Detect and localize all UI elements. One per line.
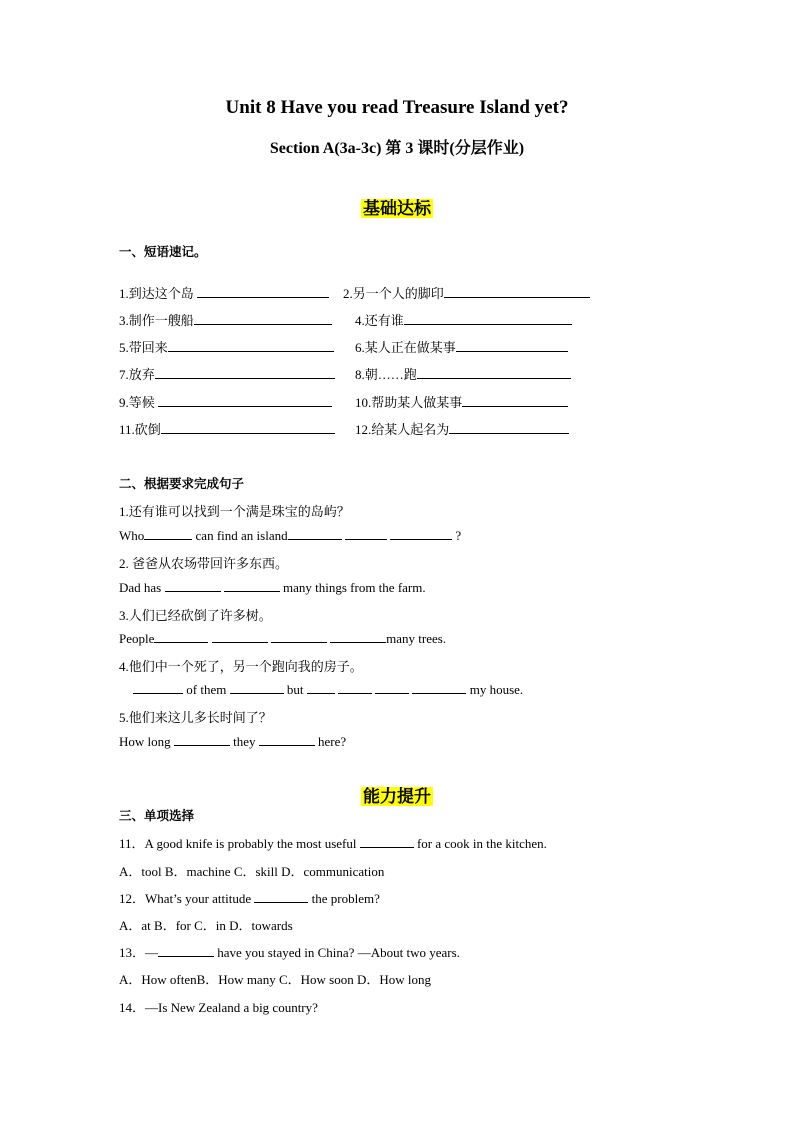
phrase-item: 3.制作一艘船 [119, 310, 332, 329]
mc-question: 11．A good knife is probably the most useful for a cook in the kitchen. [119, 836, 547, 851]
phrase-item: 11.砍倒 [119, 419, 335, 438]
level-advanced-label: 能力提升 [363, 787, 431, 806]
level-basic [0, 194, 794, 219]
phrase-item: 5.带回来 [119, 337, 334, 356]
answer-line: How long they here? [119, 734, 347, 749]
question-prompt: 4.他们中一个死了，另一个跑向我的房子。 [119, 659, 363, 674]
phrase-item: 4.还有谁 [355, 310, 572, 329]
answer-line: Dad has many things from the farm. [119, 580, 426, 595]
phrase-item: 2.另一个人的脚印 [343, 283, 590, 302]
question-prompt: 1.还有谁可以找到一个满是珠宝的岛屿？ [119, 504, 350, 519]
answer-line: Who can find an island ? [119, 528, 462, 543]
phrase-item: 9.等候 [119, 392, 332, 411]
phrase-item: 6.某人正在做某事 [355, 337, 568, 356]
level-basic-label: 基础达标 [363, 199, 431, 218]
page-subtitle: Section A(3a-3c) 第 3 课时(分层作业) [269, 140, 525, 157]
question-prompt: 5.他们来这儿多长时间了？ [119, 710, 272, 725]
question-prompt: 2. 爸爸从农场带回许多东西。 [119, 556, 289, 571]
phrase-item: 7.放弃 [119, 364, 335, 383]
mc-question: 13．— have you stayed in China? —About two years. [119, 945, 460, 960]
level-advanced [0, 782, 794, 807]
phrase-item: 12.给某人起名为 [355, 419, 569, 438]
section-1-heading: 一、短语速记。 [119, 245, 207, 259]
page-title: Unit 8 Have you read Treasure Island yet? [225, 97, 569, 118]
mc-options: A．at B．for C．in D．towards [119, 918, 293, 933]
mc-options: A．How oftenB．How many C．How soon D．How long [119, 972, 431, 987]
phrase-item: 1.到达这个岛 [119, 283, 329, 302]
answer-line: People many trees. [119, 631, 447, 646]
section-3-heading: 三、单项选择 [119, 809, 195, 823]
mc-options: A．tool B．machine C．skill D．communication [119, 864, 385, 879]
answer-line: of them but my house. [133, 681, 523, 698]
phrase-item: 10.帮助某人做某事 [355, 392, 568, 411]
mc-question: 12．What’s your attitude the problem? [119, 891, 380, 906]
mc-question: 14．—Is New Zealand a big country? [119, 1000, 318, 1015]
section-2-heading: 二、根据要求完成句子 [119, 477, 245, 491]
phrase-item: 8.朝……跑 [355, 364, 571, 383]
question-prompt: 3.人们已经砍倒了许多树。 [119, 608, 272, 623]
